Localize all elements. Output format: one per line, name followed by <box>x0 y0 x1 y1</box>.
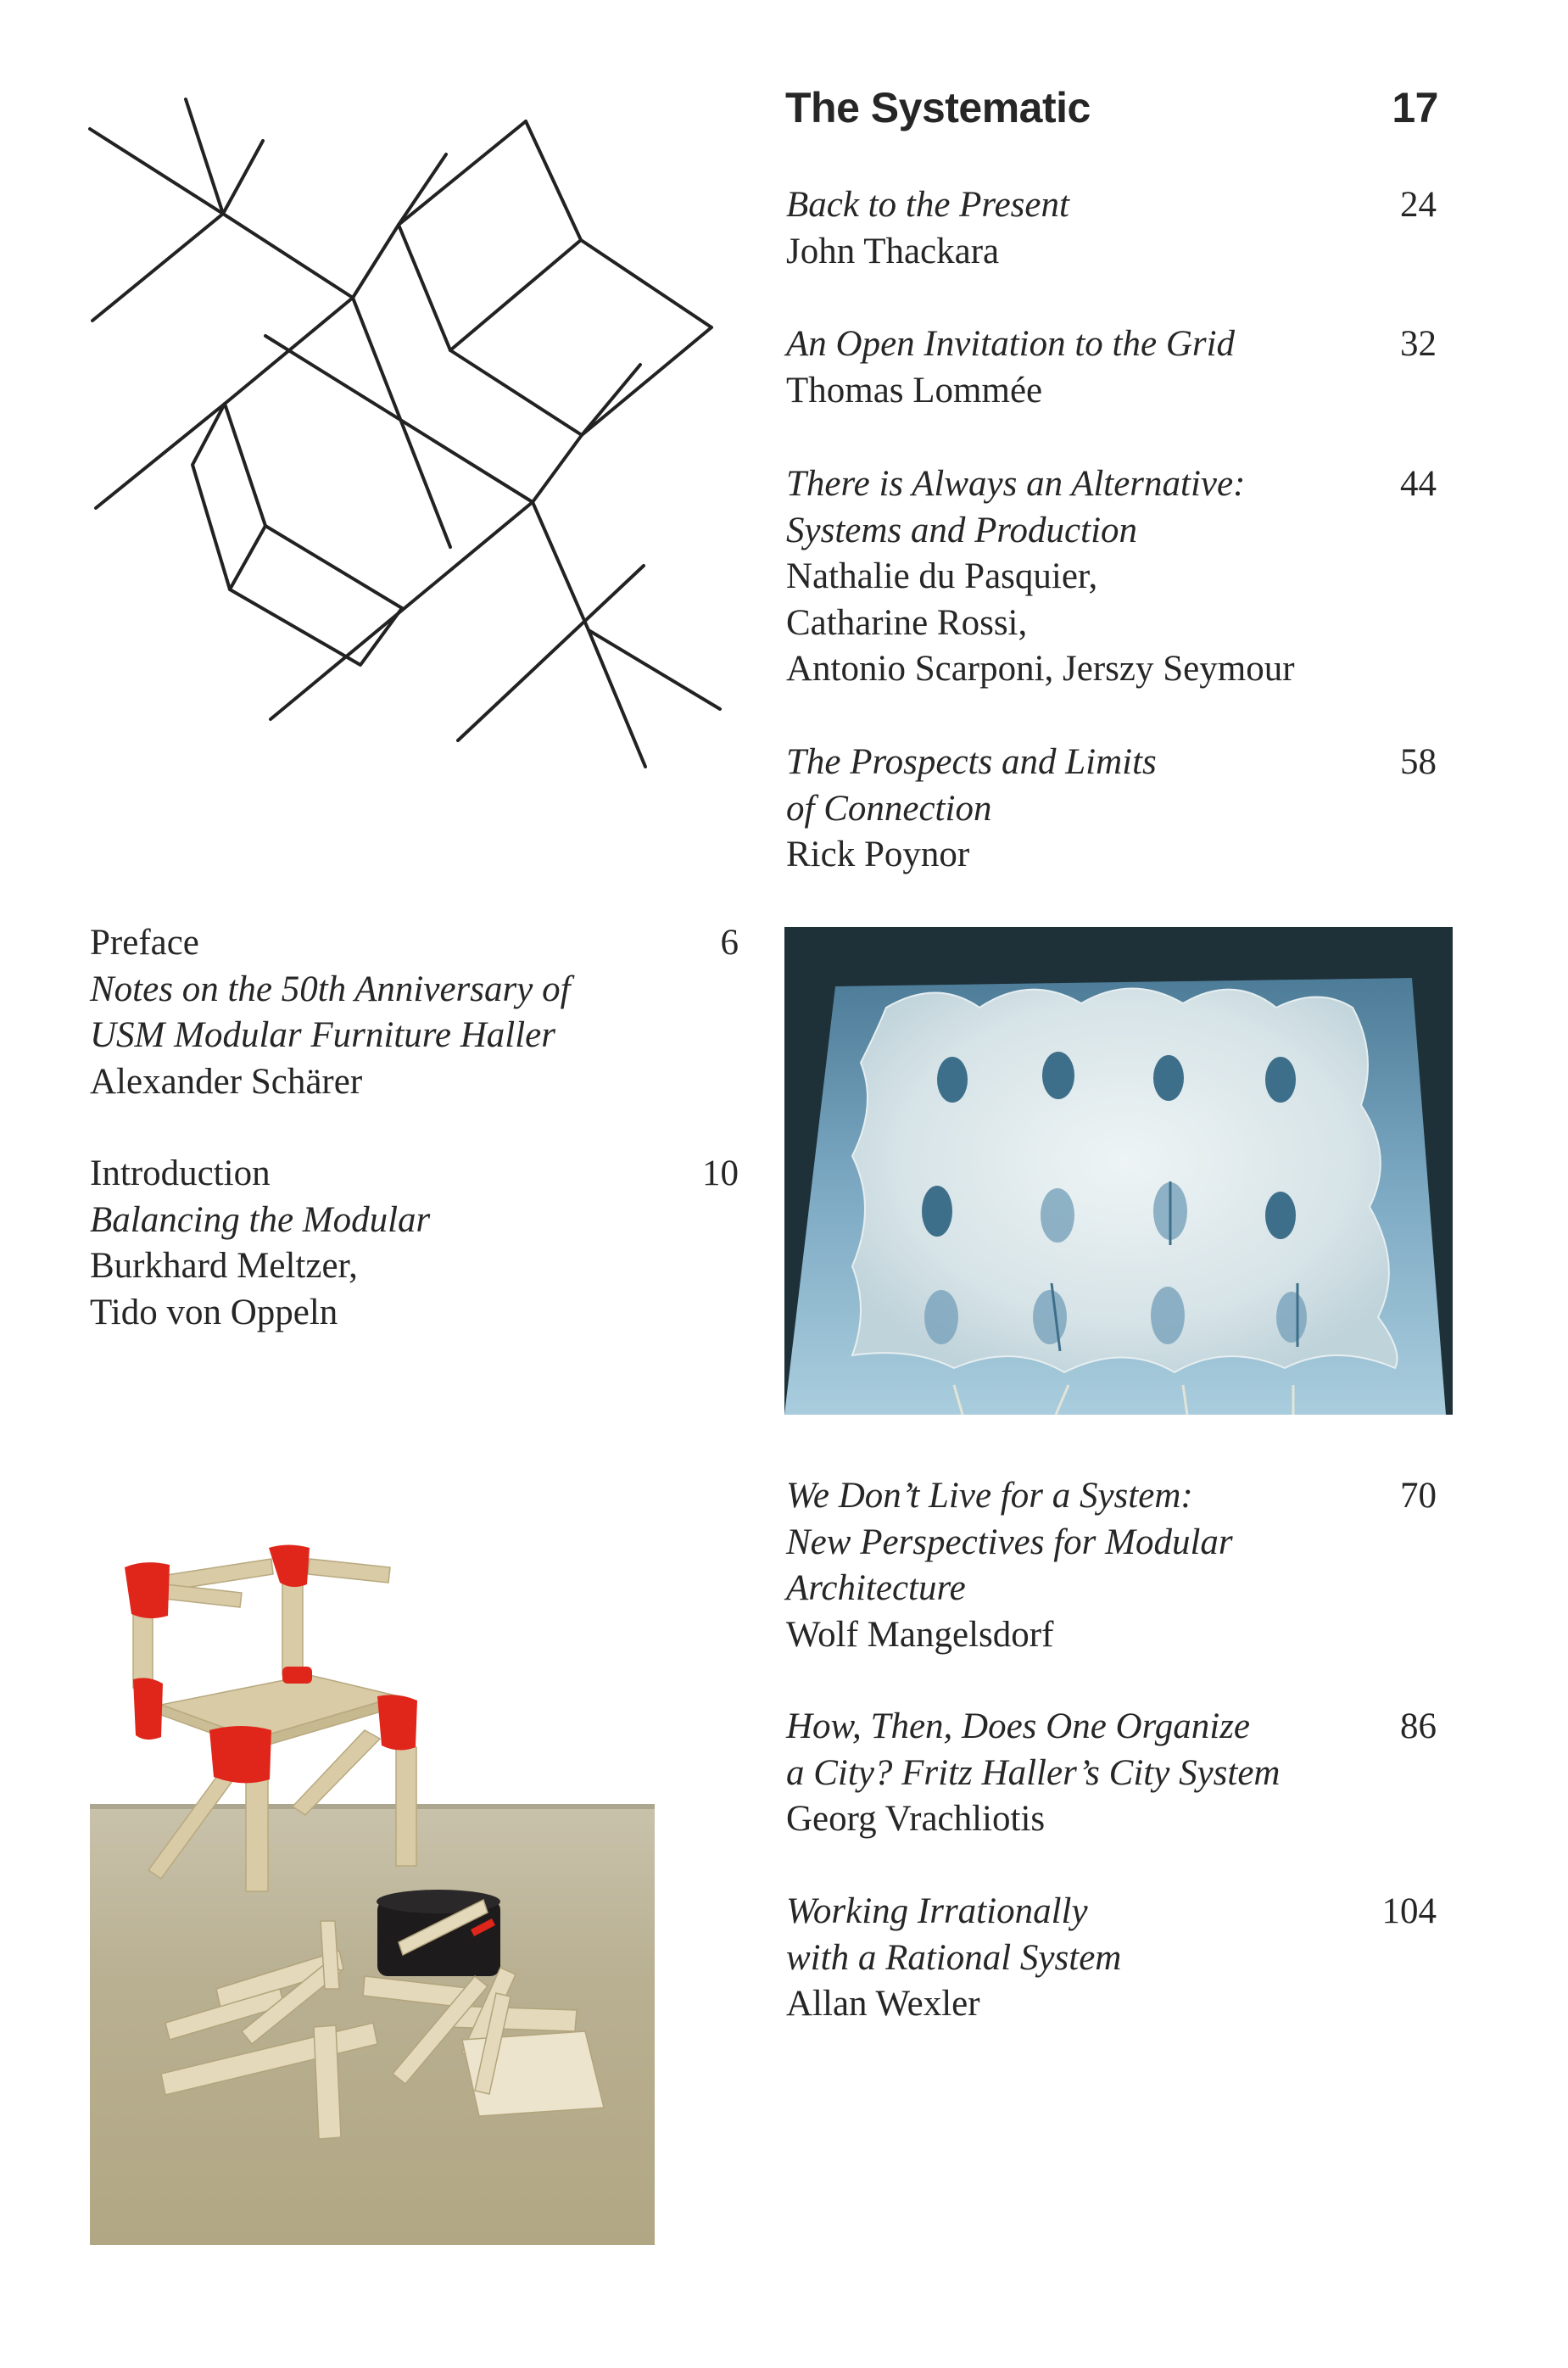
section-title: The Systematic <box>785 84 1091 131</box>
entry-title: How, Then, Does One Organize <box>786 1706 1251 1746</box>
entry-author: Thomas Lommée <box>786 370 1043 410</box>
entry-page-number: 70 <box>1400 1476 1437 1516</box>
entry-title: Balancing the Modular <box>90 1199 431 1240</box>
entry-title: Working Irrationally <box>786 1891 1088 1931</box>
entry-title: of Connection <box>786 788 992 829</box>
entry-label: Introduction <box>90 1153 271 1193</box>
tent-model-photo <box>784 927 1453 1415</box>
entry-page-number: 32 <box>1400 324 1437 364</box>
entry-page-number: 86 <box>1400 1706 1437 1746</box>
entry-page-number: 6 <box>720 923 739 963</box>
entry-author: Rick Poynor <box>786 835 970 875</box>
toc-entry-open-invitation[interactable] <box>786 321 1235 414</box>
toc-entry-introduction[interactable] <box>90 1151 430 1336</box>
entry-author: John Thackara <box>786 231 1000 271</box>
entry-title: USM Modular Furniture Haller <box>90 1015 556 1056</box>
entry-title: An Open Invitation to the Grid <box>786 324 1236 364</box>
entry-author: Burkhard Meltzer, <box>90 1246 358 1287</box>
entry-title: We Don’t Live for a System: <box>786 1476 1193 1516</box>
entry-page-number: 44 <box>1400 464 1437 504</box>
chair-photo <box>85 1527 661 2256</box>
toc-entry-back-to-the-present[interactable] <box>786 182 1069 275</box>
entry-page-number: 104 <box>1381 1891 1437 1931</box>
entry-author: Nathalie du Pasquier, <box>786 556 1098 597</box>
entry-title: New Perspectives for Modular <box>786 1522 1233 1562</box>
entry-author: Allan Wexler <box>786 1984 980 2025</box>
toc-entry-prospects-and-limits[interactable] <box>786 740 1157 879</box>
entry-title: Notes on the 50th Anniversary of <box>90 969 571 1009</box>
toc-entry-preface[interactable] <box>90 920 571 1105</box>
entry-author: Georg Vrachliotis <box>786 1799 1046 1840</box>
toc-entry-working-irrationally[interactable] <box>786 1889 1121 2028</box>
entry-page-number: 24 <box>1400 185 1437 225</box>
entry-title: with a Rational System <box>786 1937 1122 1978</box>
entry-author: Catharine Rossi, <box>786 602 1028 643</box>
entry-author: Alexander Schärer <box>90 1061 363 1102</box>
toc-entry-always-an-alternative[interactable] <box>786 461 1295 693</box>
entry-title: Systems and Production <box>786 510 1138 550</box>
entry-title: The Prospects and Limits <box>786 742 1157 782</box>
toc-entry-organize-a-city[interactable] <box>786 1704 1280 1843</box>
entry-page-number: 10 <box>702 1153 739 1193</box>
section-page-number: 17 <box>1392 84 1438 131</box>
entry-title: Back to the Present <box>786 185 1069 225</box>
entry-title: There is Always an Alternative: <box>786 464 1246 504</box>
entry-page-number: 58 <box>1400 742 1437 782</box>
entry-label: Preface <box>90 923 199 963</box>
entry-author: Tido von Oppeln <box>90 1292 338 1332</box>
toc-entry-dont-live-for-a-system[interactable] <box>786 1473 1233 1658</box>
entry-author: Wolf Mangelsdorf <box>786 1614 1054 1655</box>
modular-line-drawing <box>0 0 763 806</box>
entry-title: a City? Fritz Haller’s City System <box>786 1752 1281 1793</box>
entry-title: Architecture <box>786 1568 966 1609</box>
entry-author: Antonio Scarponi, Jerszy Seymour <box>786 649 1295 690</box>
